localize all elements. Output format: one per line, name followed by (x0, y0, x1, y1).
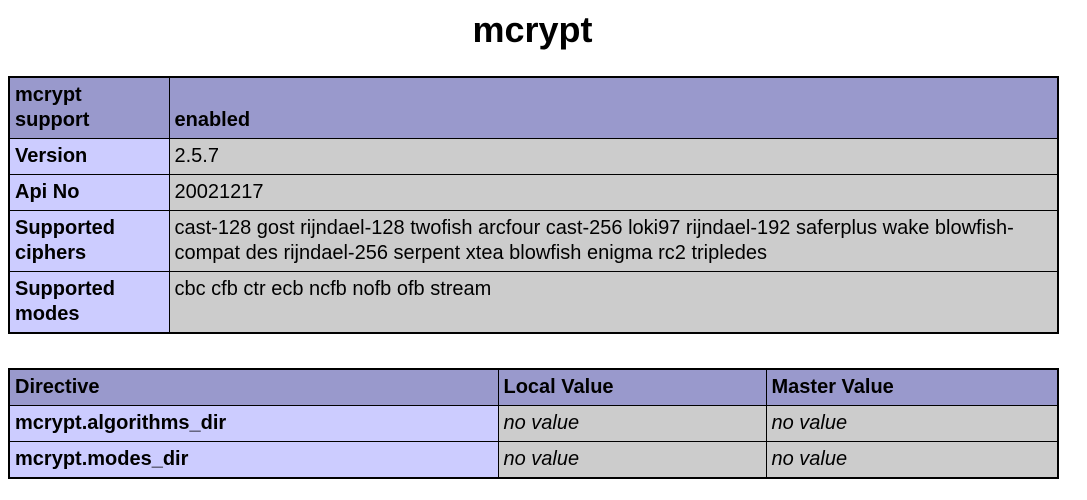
directive-name-modes-dir: mcrypt.modes_dir (9, 442, 498, 479)
row-label-api-no: Api No (9, 175, 169, 211)
support-table-header-row (9, 77, 1058, 139)
table-row (9, 272, 1058, 334)
table-row (9, 211, 1058, 272)
page-title: mcrypt (472, 9, 593, 50)
directive-table-header-row (9, 369, 1058, 406)
local-value-modes-dir: no value (498, 442, 766, 479)
column-header-local-value: Local Value (498, 369, 766, 406)
local-value-algorithms-dir: no value (498, 406, 766, 442)
support-status: enabled (169, 77, 1058, 139)
mcrypt-support-table (8, 76, 1059, 334)
table-row (9, 442, 1058, 479)
row-value-api-no: 20021217 (169, 175, 1058, 211)
row-value-version: 2.5.7 (169, 139, 1058, 175)
table-row (9, 139, 1058, 175)
master-value-modes-dir: no value (766, 442, 1058, 479)
row-value-supported-modes: cbc cfb ctr ecb ncfb nofb ofb stream (169, 272, 1058, 334)
row-value-supported-ciphers: cast-128 gost rijndael-128 twofish arcfour cast-256 loki97 rijndael-192 saferplus wake blowfish-compat des rijndael-256 serpent xtea blowfish enigma rc2 tripledes (169, 211, 1058, 272)
support-header-label: mcrypt support (15, 84, 90, 131)
table-row (9, 406, 1058, 442)
table-row (9, 175, 1058, 211)
row-label-supported-modes: Supported modes (9, 272, 169, 334)
directive-name-algorithms-dir: mcrypt.algorithms_dir (9, 406, 498, 442)
directive-table (8, 368, 1059, 479)
column-header-directive: Directive (9, 369, 498, 406)
row-label-version: Version (9, 139, 169, 175)
row-label-supported-ciphers: Supported ciphers (9, 211, 169, 272)
master-value-algorithms-dir: no value (766, 406, 1058, 442)
column-header-master-value: Master Value (766, 369, 1058, 406)
support-header-cell (9, 77, 169, 139)
